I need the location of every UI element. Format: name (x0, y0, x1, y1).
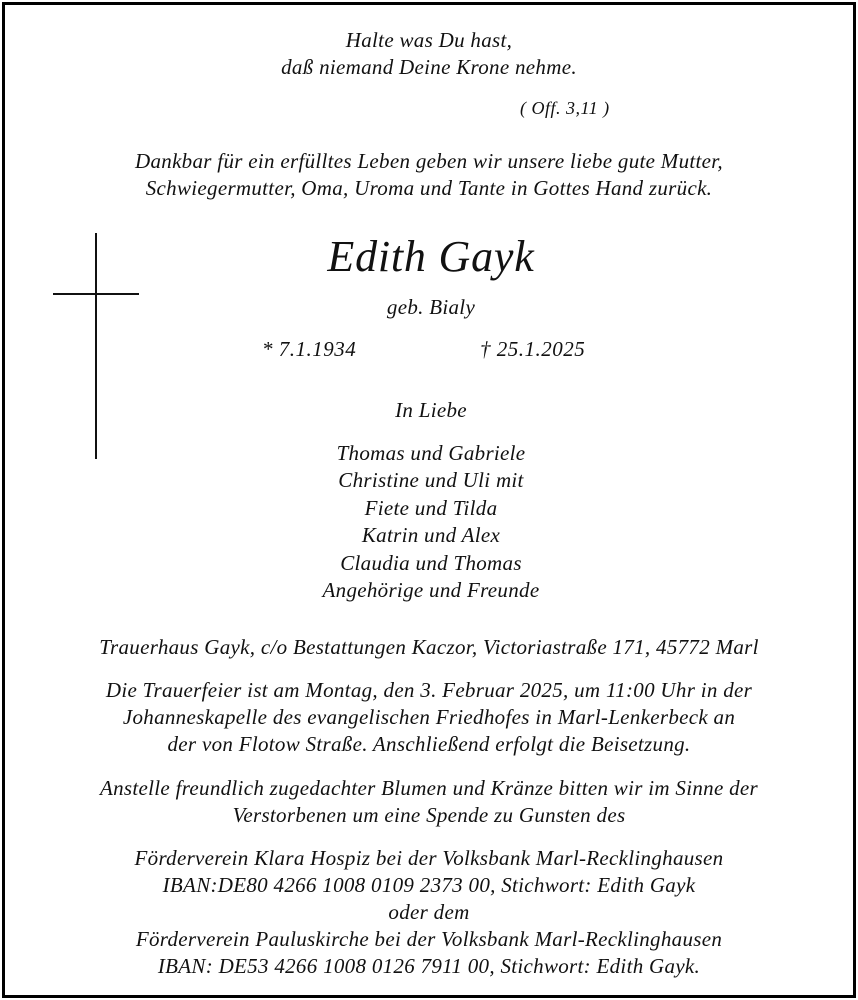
mourner-name: Thomas und Gabriele (336, 441, 526, 465)
mourner-name: Claudia und Thomas (340, 551, 522, 575)
donation-iban-2: IBAN: DE53 4266 1008 0126 7911 00, Stichwort: Edith Gayk. (157, 954, 701, 978)
deceased-name: Edith Gayk (327, 232, 535, 281)
verse-line-1: Halte was Du hast, (345, 28, 513, 52)
service-line-3: der von Flotow Straße. Anschließend erfolgt die Beisetzung. (167, 732, 691, 756)
mourning-house-address: Trauerhaus Gayk, c/o Bestattungen Kaczor, Victoriastraße 171, 45772 Marl (99, 635, 759, 659)
birth-date: * 7.1.1934 (262, 337, 357, 361)
donation-line-2: Verstorbenen um eine Spende zu Gunsten des (232, 803, 626, 827)
donation-or: oder dem (388, 900, 470, 924)
donation-recipient-2: Förderverein Pauluskirche bei der Volksbank Marl-Recklinghausen (135, 927, 723, 951)
service-line-2: Johanneskapelle des evangelischen Friedhofes in Marl-Lenkerbeck an (122, 705, 736, 729)
mourner-name: Christine und Uli mit (338, 468, 524, 492)
intro-line-2: Schwiegermutter, Oma, Uroma und Tante in Gottes Hand zurück. (145, 176, 713, 200)
service-line-1: Die Trauerfeier ist am Montag, den 3. Februar 2025, um 11:00 Uhr in der (105, 678, 753, 702)
death-date: † 25.1.2025 (480, 337, 586, 361)
donation-line-1: Anstelle freundlich zugedachter Blumen und Kränze bitten wir im Sinne der (99, 776, 759, 800)
intro-line-1: Dankbar für ein erfülltes Leben geben wir unsere liebe gute Mutter, (135, 149, 723, 173)
mourners-heading: In Liebe (395, 398, 467, 422)
maiden-name: geb. Bialy (386, 295, 476, 319)
verse-line-2: daß niemand Deine Krone nehme. (281, 55, 577, 79)
verse-reference: ( Off. 3,11 ) (520, 98, 610, 118)
donation-iban-1: IBAN:DE80 4266 1008 0109 2373 00, Stichwort: Edith Gayk (162, 873, 696, 897)
mourner-name: Katrin und Alex (361, 523, 501, 547)
mourner-name: Angehörige und Freunde (322, 578, 540, 602)
mourner-name: Fiete und Tilda (364, 496, 498, 520)
donation-recipient-1: Förderverein Klara Hospiz bei der Volksbank Marl-Recklinghausen (134, 846, 724, 870)
